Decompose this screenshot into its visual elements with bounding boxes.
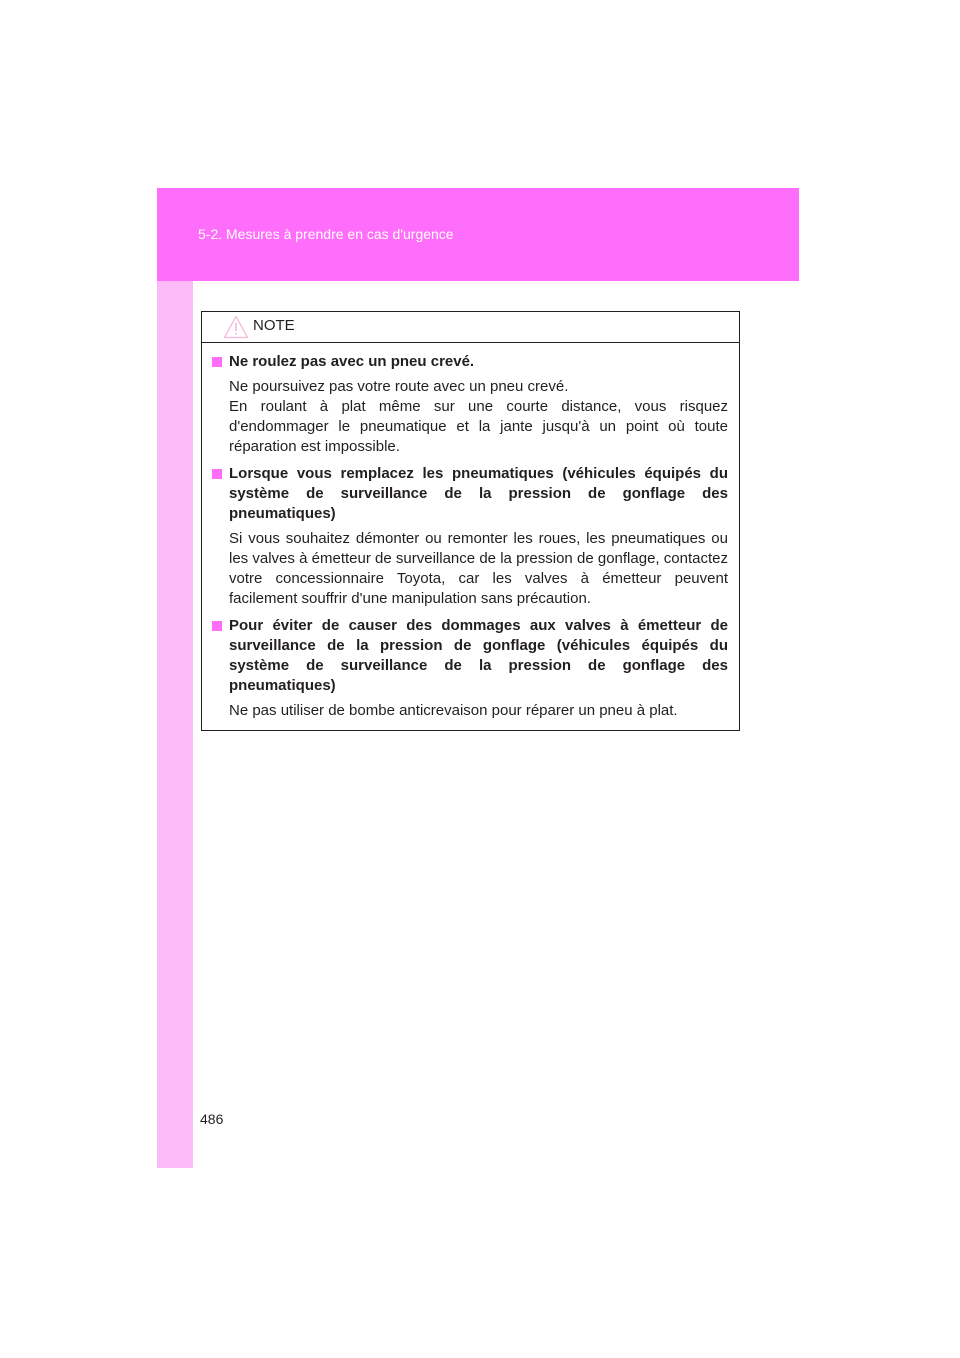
item-title: Ne roulez pas avec un pneu crevé.	[229, 353, 475, 370]
page-number: 486	[200, 1111, 224, 1127]
square-bullet-icon	[212, 357, 222, 367]
square-bullet-icon	[212, 469, 222, 479]
item-paragraph: Ne pas utiliser de bombe anticrevaison pour réparer un pneu à plat.	[229, 702, 678, 719]
item-title: Pour éviter de causer des dommages aux valves à émetteur de surveillance de la pression de gonflage (véhicules équipés du système de surveillance de la pression de gonflage des pneumatiques)	[229, 617, 728, 694]
warning-triangle-icon	[223, 315, 249, 339]
note-body	[202, 343, 739, 721]
side-tab-strip	[157, 188, 193, 1168]
note-item	[212, 352, 728, 457]
square-bullet-icon	[212, 621, 222, 631]
item-title: Lorsque vous remplacez les pneumatiques (véhicules équipés du système de surveillance de la pression de gonflage des pneumatiques)	[229, 465, 728, 522]
note-label: NOTE	[253, 317, 295, 334]
item-paragraph: Si vous souhaitez démonter ou remonter les roues, les pneumatiques ou les valves à émetteur de surveillance de la pression de gonflage, contactez votre concessionnaire Toyota, car les valves à émetteur peuvent facilement souffrir d'une manipulation sans précaution.	[229, 530, 728, 607]
note-item	[212, 616, 728, 721]
note-box	[201, 311, 740, 731]
note-header	[202, 312, 739, 343]
section-title: 5-2. Mesures à prendre en cas d'urgence	[198, 226, 454, 242]
note-item	[212, 464, 728, 609]
item-paragraph: Ne poursuivez pas votre route avec un pneu crevé. En roulant à plat même sur une courte distance, vous risquez d'endommager le pneumatique et la jante jusqu'à un point où toute réparation est impossible.	[229, 378, 728, 455]
